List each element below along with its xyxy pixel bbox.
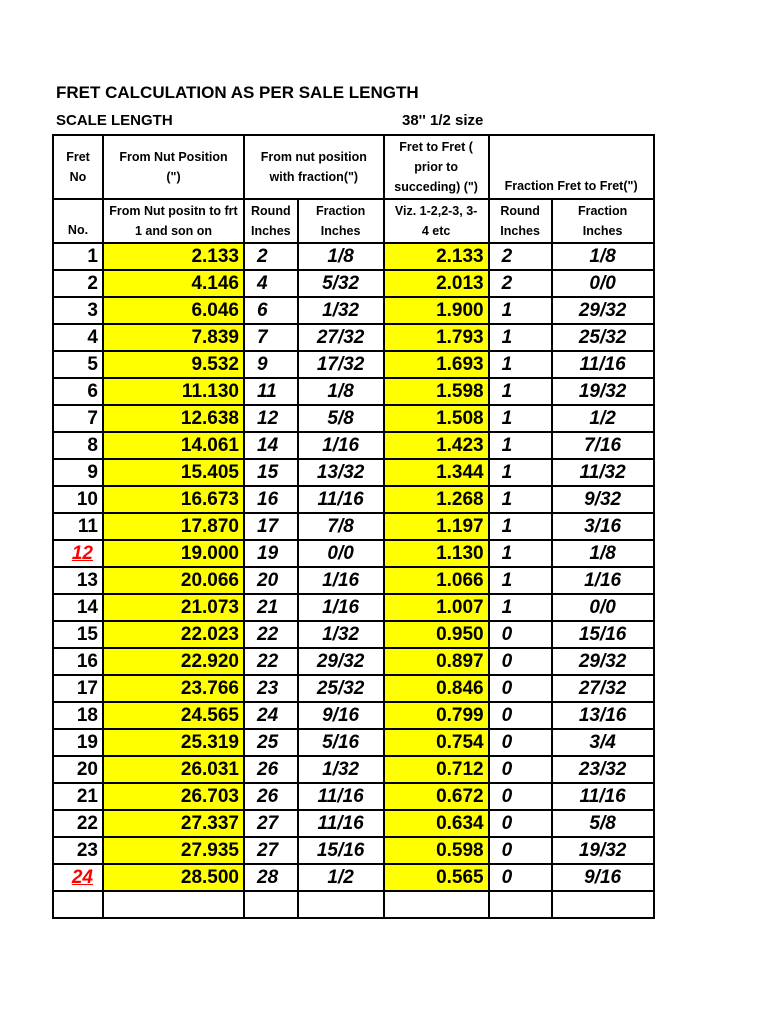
round-inches-cell: 17: [244, 513, 298, 540]
fret-to-fret-round-cell: 1: [489, 432, 552, 459]
fret-to-fret-cell: 1.007: [384, 594, 489, 621]
nut-position-cell: 28.500: [103, 864, 244, 891]
fret-to-fret-cell: 0.672: [384, 783, 489, 810]
fret-to-fret-cell: 0.846: [384, 675, 489, 702]
fret-to-fret-round-cell: 0: [489, 702, 552, 729]
scale-length-label: SCALE LENGTH: [56, 112, 173, 129]
fret-to-fret-cell: 0.754: [384, 729, 489, 756]
fret-to-fret-fraction-cell: 19/32: [552, 837, 654, 864]
table-row: [53, 486, 654, 513]
fret-to-fret-round-cell: 1: [489, 459, 552, 486]
fraction-inches-cell: 1/16: [298, 567, 384, 594]
header-from-nut-positn-to: From Nut positn to frt 1 and son on: [103, 199, 244, 243]
fret-to-fret-cell: 1.423: [384, 432, 489, 459]
fraction-inches-cell: 11/16: [298, 810, 384, 837]
empty-cell: [103, 891, 244, 918]
fraction-inches-cell: 9/16: [298, 702, 384, 729]
table-row: [53, 864, 654, 891]
nut-position-cell: 6.046: [103, 297, 244, 324]
fret-to-fret-cell: 0.897: [384, 648, 489, 675]
fret-to-fret-fraction-cell: 0/0: [552, 270, 654, 297]
fret-to-fret-fraction-cell: 25/32: [552, 324, 654, 351]
table-row: [53, 513, 654, 540]
fraction-inches-cell: 5/16: [298, 729, 384, 756]
table-row: [53, 297, 654, 324]
nut-position-cell: 15.405: [103, 459, 244, 486]
fret-to-fret-round-cell: 0: [489, 621, 552, 648]
nut-position-cell: 14.061: [103, 432, 244, 459]
fraction-inches-cell: 7/8: [298, 513, 384, 540]
table-row: [53, 405, 654, 432]
fret-to-fret-round-cell: 0: [489, 864, 552, 891]
table-row: [53, 837, 654, 864]
scale-length-value: 38'' 1/2 size: [402, 112, 484, 129]
table-row: [53, 702, 654, 729]
fret-number-cell: 18: [53, 702, 103, 729]
fret-to-fret-cell: 1.598: [384, 378, 489, 405]
fret-to-fret-fraction-cell: 1/2: [552, 405, 654, 432]
fraction-inches-cell: 11/16: [298, 783, 384, 810]
fret-to-fret-cell: 1.344: [384, 459, 489, 486]
fret-to-fret-round-cell: 0: [489, 837, 552, 864]
fret-to-fret-cell: 1.130: [384, 540, 489, 567]
nut-position-cell: 27.935: [103, 837, 244, 864]
table-row: [53, 324, 654, 351]
fret-to-fret-fraction-cell: 29/32: [552, 648, 654, 675]
fret-number-cell: 23: [53, 837, 103, 864]
fraction-inches-cell: 1/16: [298, 432, 384, 459]
fret-to-fret-round-cell: 0: [489, 729, 552, 756]
empty-cell: [384, 891, 489, 918]
table-row: [53, 567, 654, 594]
table-row: [53, 648, 654, 675]
fraction-inches-cell: 1/32: [298, 297, 384, 324]
round-inches-cell: 24: [244, 702, 298, 729]
table-row: [53, 675, 654, 702]
nut-position-cell: 22.023: [103, 621, 244, 648]
fret-number-cell: 24: [53, 864, 103, 891]
header-fraction-inches-1: Fraction Inches: [298, 199, 384, 243]
nut-position-cell: 24.565: [103, 702, 244, 729]
round-inches-cell: 4: [244, 270, 298, 297]
fret-to-fret-cell: 0.712: [384, 756, 489, 783]
fraction-inches-cell: 5/8: [298, 405, 384, 432]
fret-to-fret-fraction-cell: 11/16: [552, 351, 654, 378]
fraction-inches-cell: 0/0: [298, 540, 384, 567]
fraction-inches-cell: 1/8: [298, 378, 384, 405]
round-inches-cell: 2: [244, 243, 298, 270]
fret-number-cell: 6: [53, 378, 103, 405]
table-header-row: [53, 135, 654, 199]
fret-to-fret-fraction-cell: 1/8: [552, 540, 654, 567]
table-row: [53, 243, 654, 270]
nut-position-cell: 9.532: [103, 351, 244, 378]
fret-to-fret-fraction-cell: 11/32: [552, 459, 654, 486]
fret-to-fret-cell: 1.693: [384, 351, 489, 378]
fret-to-fret-cell: 1.900: [384, 297, 489, 324]
fraction-inches-cell: 27/32: [298, 324, 384, 351]
round-inches-cell: 21: [244, 594, 298, 621]
table-row: [53, 540, 654, 567]
fret-number-cell: 3: [53, 297, 103, 324]
fraction-inches-cell: 1/32: [298, 621, 384, 648]
fret-to-fret-fraction-cell: 1/16: [552, 567, 654, 594]
fret-to-fret-fraction-cell: 11/16: [552, 783, 654, 810]
fret-number-cell: 17: [53, 675, 103, 702]
fret-to-fret-round-cell: 1: [489, 297, 552, 324]
fret-to-fret-fraction-cell: 15/16: [552, 621, 654, 648]
table-row: [53, 783, 654, 810]
table-row: [53, 594, 654, 621]
fret-to-fret-round-cell: 1: [489, 351, 552, 378]
nut-position-cell: 21.073: [103, 594, 244, 621]
fret-table: [52, 134, 655, 919]
round-inches-cell: 22: [244, 648, 298, 675]
nut-position-cell: 27.337: [103, 810, 244, 837]
round-inches-cell: 9: [244, 351, 298, 378]
fraction-inches-cell: 1/8: [298, 243, 384, 270]
fret-number-cell: 5: [53, 351, 103, 378]
fret-to-fret-cell: 0.598: [384, 837, 489, 864]
fret-number-cell: 7: [53, 405, 103, 432]
round-inches-cell: 22: [244, 621, 298, 648]
fret-to-fret-round-cell: 0: [489, 648, 552, 675]
fraction-inches-cell: 13/32: [298, 459, 384, 486]
table-row: [53, 270, 654, 297]
fret-to-fret-round-cell: 1: [489, 324, 552, 351]
fret-to-fret-round-cell: 1: [489, 486, 552, 513]
fraction-inches-cell: 29/32: [298, 648, 384, 675]
fret-to-fret-fraction-cell: 5/8: [552, 810, 654, 837]
round-inches-cell: 23: [244, 675, 298, 702]
empty-cell: [489, 891, 552, 918]
fret-to-fret-round-cell: 0: [489, 756, 552, 783]
round-inches-cell: 6: [244, 297, 298, 324]
header-fret-to-fret: Fret to Fret ( prior to succeding) ("): [384, 135, 489, 199]
round-inches-cell: 28: [244, 864, 298, 891]
fret-to-fret-round-cell: 1: [489, 378, 552, 405]
fraction-inches-cell: 1/2: [298, 864, 384, 891]
table-row: [53, 459, 654, 486]
round-inches-cell: 16: [244, 486, 298, 513]
round-inches-cell: 11: [244, 378, 298, 405]
fret-to-fret-round-cell: 0: [489, 675, 552, 702]
fraction-inches-cell: 1/16: [298, 594, 384, 621]
fret-to-fret-round-cell: 0: [489, 783, 552, 810]
round-inches-cell: 27: [244, 810, 298, 837]
fret-number-cell: 19: [53, 729, 103, 756]
header-round-inches-2: Round Inches: [489, 199, 552, 243]
fret-to-fret-cell: 0.950: [384, 621, 489, 648]
nut-position-cell: 4.146: [103, 270, 244, 297]
round-inches-cell: 14: [244, 432, 298, 459]
nut-position-cell: 16.673: [103, 486, 244, 513]
fret-number-cell: 1: [53, 243, 103, 270]
header-fret-no: Fret No: [53, 135, 103, 199]
round-inches-cell: 19: [244, 540, 298, 567]
fret-number-cell: 9: [53, 459, 103, 486]
round-inches-cell: 7: [244, 324, 298, 351]
fraction-inches-cell: 15/16: [298, 837, 384, 864]
fraction-inches-cell: 17/32: [298, 351, 384, 378]
fret-number-cell: 16: [53, 648, 103, 675]
fret-to-fret-fraction-cell: 29/32: [552, 297, 654, 324]
fret-to-fret-fraction-cell: 1/8: [552, 243, 654, 270]
fret-to-fret-round-cell: 1: [489, 405, 552, 432]
header-round-inches-1: Round Inches: [244, 199, 298, 243]
table-row: [53, 432, 654, 459]
fret-to-fret-fraction-cell: 27/32: [552, 675, 654, 702]
fret-number-cell: 4: [53, 324, 103, 351]
fret-number-cell: 15: [53, 621, 103, 648]
fret-to-fret-cell: 2.013: [384, 270, 489, 297]
fret-to-fret-round-cell: 1: [489, 594, 552, 621]
fret-to-fret-fraction-cell: 19/32: [552, 378, 654, 405]
fret-number-cell: 22: [53, 810, 103, 837]
fret-number-cell: 12: [53, 540, 103, 567]
fret-to-fret-fraction-cell: 0/0: [552, 594, 654, 621]
table-row: [53, 378, 654, 405]
fret-to-fret-round-cell: 0: [489, 810, 552, 837]
fret-to-fret-round-cell: 1: [489, 513, 552, 540]
round-inches-cell: 20: [244, 567, 298, 594]
header-viz: Viz. 1-2,2-3, 3-4 etc: [384, 199, 489, 243]
fret-number-cell: 13: [53, 567, 103, 594]
fret-number-cell: 10: [53, 486, 103, 513]
nut-position-cell: 19.000: [103, 540, 244, 567]
nut-position-cell: 17.870: [103, 513, 244, 540]
table-subheader-row: [53, 199, 654, 243]
nut-position-cell: 7.839: [103, 324, 244, 351]
fret-number-cell: 21: [53, 783, 103, 810]
empty-cell: [244, 891, 298, 918]
header-no: No.: [53, 199, 103, 243]
table-row: [53, 756, 654, 783]
fret-to-fret-cell: 1.268: [384, 486, 489, 513]
header-from-nut-position: From Nut Position ("): [103, 135, 244, 199]
fret-to-fret-cell: 0.634: [384, 810, 489, 837]
empty-cell: [53, 891, 103, 918]
fret-to-fret-fraction-cell: 9/16: [552, 864, 654, 891]
empty-cell: [552, 891, 654, 918]
fret-number-cell: 8: [53, 432, 103, 459]
fret-to-fret-fraction-cell: 23/32: [552, 756, 654, 783]
fret-to-fret-cell: 1.508: [384, 405, 489, 432]
round-inches-cell: 26: [244, 756, 298, 783]
fret-to-fret-cell: 0.565: [384, 864, 489, 891]
fret-to-fret-cell: 2.133: [384, 243, 489, 270]
fret-to-fret-cell: 1.197: [384, 513, 489, 540]
fret-to-fret-round-cell: 1: [489, 540, 552, 567]
round-inches-cell: 27: [244, 837, 298, 864]
nut-position-cell: 25.319: [103, 729, 244, 756]
fret-number-cell: 2: [53, 270, 103, 297]
fraction-inches-cell: 5/32: [298, 270, 384, 297]
round-inches-cell: 15: [244, 459, 298, 486]
fret-to-fret-round-cell: 2: [489, 270, 552, 297]
nut-position-cell: 26.703: [103, 783, 244, 810]
fret-number-cell: 14: [53, 594, 103, 621]
table-row: [53, 351, 654, 378]
fret-to-fret-fraction-cell: 3/4: [552, 729, 654, 756]
round-inches-cell: 25: [244, 729, 298, 756]
fraction-inches-cell: 25/32: [298, 675, 384, 702]
table-row-empty: [53, 891, 654, 918]
round-inches-cell: 26: [244, 783, 298, 810]
nut-position-cell: 2.133: [103, 243, 244, 270]
empty-cell: [298, 891, 384, 918]
nut-position-cell: 20.066: [103, 567, 244, 594]
nut-position-cell: 23.766: [103, 675, 244, 702]
round-inches-cell: 12: [244, 405, 298, 432]
fret-to-fret-fraction-cell: 13/16: [552, 702, 654, 729]
fret-to-fret-cell: 0.799: [384, 702, 489, 729]
page-title: FRET CALCULATION AS PER SALE LENGTH: [56, 83, 419, 102]
table-row: [53, 729, 654, 756]
header-fraction-fret-to-fret: Fraction Fret to Fret("): [489, 135, 654, 199]
table-row: [53, 621, 654, 648]
fret-to-fret-fraction-cell: 9/32: [552, 486, 654, 513]
fraction-inches-cell: 1/32: [298, 756, 384, 783]
header-from-nut-with-fraction: From nut position with fraction("): [244, 135, 384, 199]
fret-to-fret-fraction-cell: 3/16: [552, 513, 654, 540]
table-row: [53, 810, 654, 837]
nut-position-cell: 22.920: [103, 648, 244, 675]
header-fraction-inches-2: Fraction Inches: [552, 199, 654, 243]
fraction-inches-cell: 11/16: [298, 486, 384, 513]
fret-to-fret-round-cell: 2: [489, 243, 552, 270]
fret-to-fret-cell: 1.793: [384, 324, 489, 351]
nut-position-cell: 12.638: [103, 405, 244, 432]
fret-to-fret-fraction-cell: 7/16: [552, 432, 654, 459]
fret-number-cell: 20: [53, 756, 103, 783]
nut-position-cell: 11.130: [103, 378, 244, 405]
nut-position-cell: 26.031: [103, 756, 244, 783]
fret-to-fret-round-cell: 1: [489, 567, 552, 594]
fret-number-cell: 11: [53, 513, 103, 540]
fret-to-fret-cell: 1.066: [384, 567, 489, 594]
